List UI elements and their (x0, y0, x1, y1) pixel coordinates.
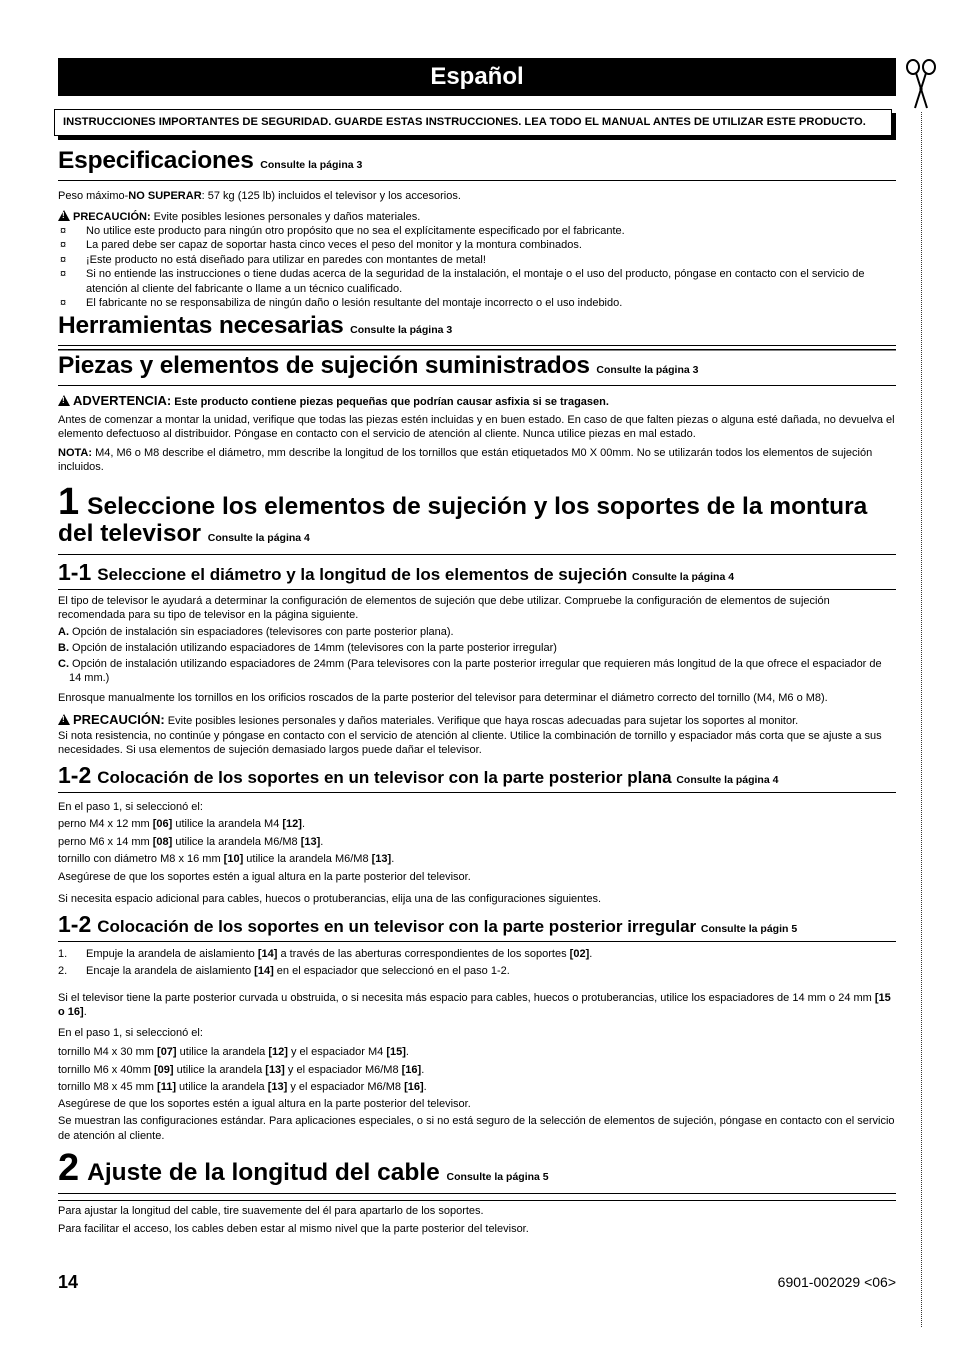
warning-icon (58, 395, 70, 406)
step-number: 2 (58, 1147, 80, 1190)
step-1-2-irregular-heading (58, 910, 896, 942)
caution-line: !PRECAUCIÓN: Evite posibles lesiones personales y daños materiales. Verifique que haya roscas adecuadas para sujetar los soportes al monitor. (58, 713, 896, 729)
document-id: 6901-002029 <06> (777, 1274, 896, 1290)
parts-note: NOTA: M4, M6 o M8 describe el diámetro, mm describe la longitud de los tornillos que están etiquetados M0 X 00mm. No se utilizarán todos los elementos de sujeción incluidos. (58, 446, 873, 474)
parts-paragraph: Antes de comenzar a montar la unidad, verifique que todas las piezas estén incluidas y en buen estado. En caso de que falten piezas o alguna esté dañada, no devuelva el elemento defectuoso al distribuidor. Póngase en contacto con el servicio de atención al cliente. Nunca utilice piezas en mal estado. (58, 413, 895, 441)
text-line: Para ajustar la longitud del cable, tire suavemente del él para apartarlo de los soportes. (58, 1205, 484, 1218)
text-line: tornillo con diámetro M8 x 16 mm [10] utilice la arandela M6/M8 [13]. (58, 853, 395, 866)
step-title: Ajuste de la longitud del cable (87, 1159, 440, 1187)
step-number: 1 (58, 480, 80, 523)
text-line: Asegúrese de que los soportes estén a igual altura en la parte posterior del televisor. (58, 870, 471, 883)
option-c: C. Opción de instalación utilizando espaciadores de 24mm (Para televisores con la parte posterior irregular que requieren más longitud de la que ofrece el espaciador de 14 mm.) (58, 657, 882, 684)
numbered-steps (58, 946, 896, 981)
list-item: ¤ El fabricante no se responsabiliza de ningún daño o lesión resultante del montaje incorrecto o el uso indebido. (59, 297, 623, 310)
text-line: En el paso 1, si seleccionó el: (58, 800, 203, 813)
page-ref: Consulte la página 3 (260, 159, 363, 171)
option-a: A. Opción de instalación sin espaciadores (televisores con parte posterior plana). (58, 625, 454, 638)
text-line: perno M6 x 14 mm [08] utilice la arandela M6/M8 [13]. (58, 835, 324, 848)
warning-icon (58, 210, 70, 221)
step-1-2-flat-heading (58, 761, 896, 793)
step-title: Seleccione los elementos de sujeción y los soportes de la montura del televisor (58, 492, 868, 547)
option-b: B. Opción de instalación utilizando espaciadores de 14mm (televisores con la parte posterior irregular) (58, 641, 557, 654)
caution-line: !PRECAUCIÓN: Evite posibles lesiones personales y daños materiales. (58, 210, 896, 225)
text-line: Para facilitar el acceso, los cables deben estar al mismo nivel que la parte posterior del televisor. (58, 1222, 529, 1235)
step-number: 1-2 (58, 761, 92, 788)
extra-space-note: Si necesita espacio adicional para cables, huecos o protuberancias, elija una de las configuraciones siguientes. (58, 893, 602, 906)
text-line: perno M4 x 12 mm [06] utilice la arandela M4 [12]. (58, 818, 306, 831)
step-1-1-paragraph: Enrosque manualmente los tornillos en los orificios roscados de la parte posterior del televisor para determinar el diámetro correcto del tornillo (M4, M6 o M8). (58, 691, 828, 704)
page-ref: Consulte la página 4 (631, 570, 735, 583)
page-number: 14 (58, 1272, 79, 1292)
language-header: Español (58, 58, 896, 96)
max-weight: Peso máximo-NO SUPERAR: 57 kg (125 lb) incluidos el televisor y los accesorios. (58, 190, 461, 202)
selection-intro: En el paso 1, si seleccionó el: (58, 1026, 203, 1039)
step-number: 1-1 (58, 558, 92, 585)
cut-line (921, 112, 922, 1327)
page-content (58, 58, 896, 1238)
section-tools-heading (58, 312, 896, 346)
section-title: Especificaciones (58, 147, 254, 174)
text-line: tornillo M8 x 45 mm [11] utilice la arandela [13] y el espaciador M6/M8 [16]. (58, 1081, 427, 1094)
list-item: 1. Empuje la arandela de aislamiento [14] a través de las aberturas correspondientes de los soportes [02]. (58, 947, 593, 960)
scissors-icon (904, 58, 938, 110)
warning-line: !ADVERTENCIA: Este producto contiene piezas pequeñas que podrían causar asfixia si se tragasen. (58, 394, 896, 410)
spacer-paragraph: Si el televisor tiene la parte posterior curvada u obstruida, o si necesita más espacio para cables, huecos o protuberancias, utilice los espaciadores de 14 mm o 24 mm [15 o 16]. (58, 991, 891, 1019)
page-ref: Consulte la página 3 (596, 364, 699, 377)
list-item: ¤ La pared debe ser capaz de soportar hasta cinco veces el peso del monitor y la montura combinados. (59, 239, 582, 252)
page-ref: Consulte la página 4 (676, 773, 779, 786)
standard-config-note: Se muestran las configuraciones estándar. Para aplicaciones especiales, o si no está seguro de la selección de elementos de sujeción, póngase en contacto con el servicio de atención al cliente. (58, 1115, 895, 1142)
text-line: tornillo M6 x 40mm [09] utilice la arandela [13] y el espaciador M6/M8 [16]. (58, 1063, 425, 1076)
list-item: 2. Encaje la arandela de aislamiento [14] en el espaciador que seleccionó en el paso 1-2. (58, 965, 510, 978)
step-1-heading (58, 480, 896, 555)
page-ref: Consulte la página 4 (207, 531, 310, 544)
step-2-heading (58, 1147, 896, 1194)
step-title: Colocación de los soportes en un televisor con la parte posterior irregular (97, 916, 697, 936)
step-1-1-intro: El tipo de televisor le ayudará a determinar la configuración de elementos de sujeción que debe utilizar. Compruebe la configuración de elementos de sujeción recomendada para su tipo de televisor en la página siguiente. (58, 594, 830, 622)
text-line: tornillo M4 x 30 mm [07] utilice la arandela [12] y el espaciador M4 [15]. (58, 1046, 409, 1059)
step-number: 1-2 (58, 910, 92, 937)
caution-more: Si nota resistencia, no continúe y póngase en contacto con el servicio de atención al cliente. Utilice la combinación de tornillo y espaciador más corta que se ajuste a sus necesidades. Si usa elementos de sujeción demasiado largos puede dañar el televisor. (58, 729, 882, 757)
page-ref: Consulte la página 5 (446, 1171, 549, 1184)
alignment-note: Asegúrese de que los soportes estén a igual altura en la parte posterior del televisor. (58, 1097, 471, 1110)
page-ref: Consulte la página 3 (350, 324, 453, 337)
step-title: Seleccione el diámetro y la longitud de los elementos de sujeción (97, 564, 628, 584)
step-1-1-heading (58, 558, 896, 590)
list-item: ¤ Si no entiende las instrucciones o tiene dudas acerca de la seguridad de la instalación, el montaje o el uso del producto, póngase en contacto con el servicio de atención al cliente del fabricante o llame a un técnico cualificado. (59, 268, 865, 295)
section-title: Herramientas necesarias (58, 312, 344, 340)
step-title: Colocación de los soportes en un televisor con la parte posterior plana (97, 767, 672, 787)
safety-notice: INSTRUCCIONES IMPORTANTES DE SEGURIDAD. GUARDE ESTAS INSTRUCCIONES. LEA TODO EL MANUAL ANTES DE UTILIZAR ESTE PRODUCTO. (54, 109, 892, 136)
list-item: ¤ No utilice este producto para ningún otro propósito que no sea el explícitamente especificado por el fabricante. (59, 225, 625, 237)
warning-icon (58, 714, 70, 725)
page-ref: Consulte la págin 5 (700, 922, 798, 935)
section-title: Piezas y elementos de sujeción suministrados (58, 352, 590, 380)
list-item: ¤ ¡Este producto no está diseñado para utilizar en paredes con montantes de metal! (59, 253, 486, 266)
spec-bullets (58, 224, 896, 310)
section-specs-heading (58, 147, 896, 181)
section-parts-heading (58, 352, 896, 386)
